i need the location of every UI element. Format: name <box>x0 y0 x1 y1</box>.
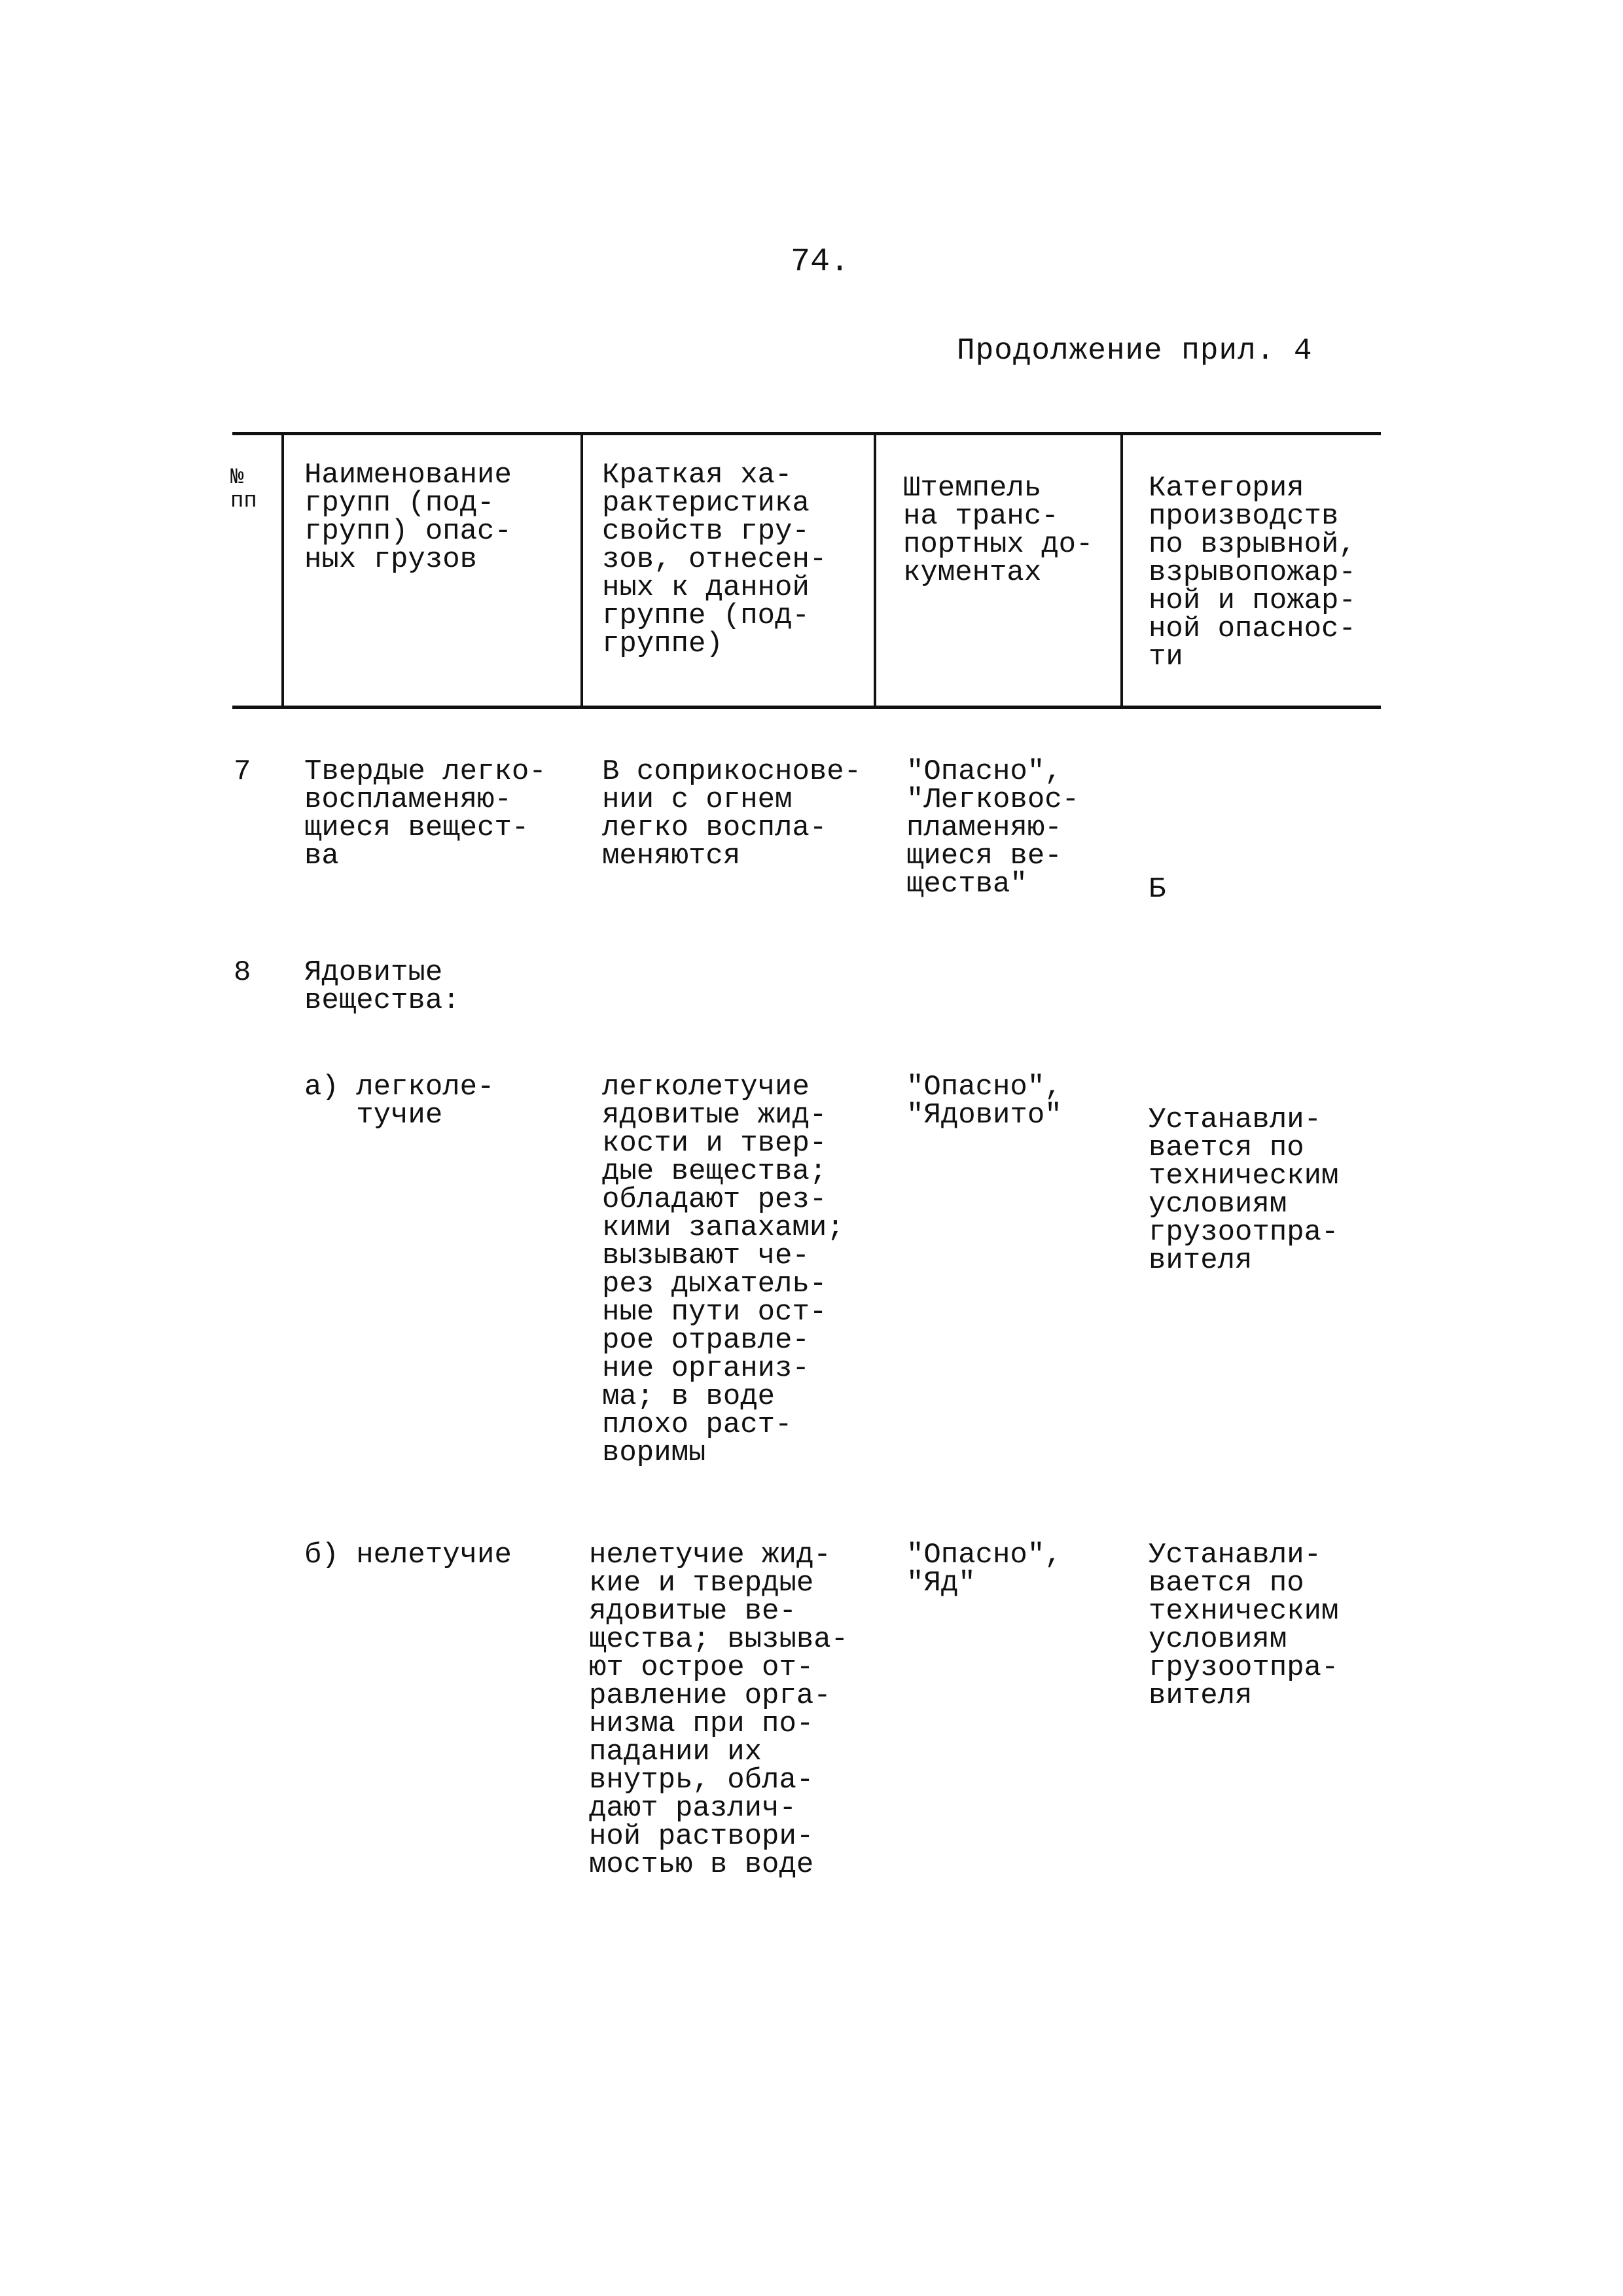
header-number: № пп <box>230 465 257 514</box>
row-stamp: "Опасно", "Ядовито" <box>906 1071 1062 1132</box>
row-category: Устанавли- вается по техническим условиям грузоотпра- вителя <box>1149 1103 1339 1277</box>
header-description: Краткая ха- рактеристика свойств гру- зов, отнесен- ных к данной группе (под- группе) <box>602 459 827 660</box>
row-description: легколетучие ядовитые жид- кости и твер- дые вещества; обладают рез- кими запахами; вызывают че- рез дыхатель- ные пути ост- рое отравле- ние организ- ма; в воде плохо раст- воримы <box>602 1071 844 1469</box>
row-group-name: а) легколе- тучие <box>304 1071 495 1132</box>
column-divider <box>281 433 284 707</box>
header-group-name: Наименование групп (под- групп) опас- ных грузов <box>304 459 512 576</box>
row-description: нелетучие жид- кие и твердые ядовитые ве- щества; вызыва- ют острое от- равление орга- низма при по- падании их внутрь, обла- дают различ- ной раствори- мостью в воде <box>589 1539 849 1881</box>
row-category: Устанавли- вается по техническим условиям грузоотпра- вителя <box>1149 1539 1339 1712</box>
header-category: Категория производств по взрывной, взрывопожар- ной и пожар- ной опаснос- ти <box>1149 472 1356 673</box>
row-group-name: Ядовитые вещества: <box>304 956 460 1017</box>
continuation-label: Продолжение прил. 4 <box>957 334 1313 368</box>
header-stamp: Штемпель на транс- портных до- кументах <box>903 472 1094 589</box>
column-divider <box>874 433 876 707</box>
row-group-name: Твердые легко- воспламеняю- щиеся вещест- ва <box>304 755 546 872</box>
column-divider <box>580 433 583 707</box>
row-group-name: б) нелетучие <box>304 1539 512 1571</box>
row-stamp: "Опасно", "Яд" <box>906 1539 1062 1600</box>
row-number: 8 <box>234 956 251 989</box>
row-description: В соприкоснове- нии с огнем легко воспла- меняются <box>602 755 862 872</box>
page-number: 74. <box>791 243 850 281</box>
row-stamp: "Опасно", "Легковос- пламеняю- щиеся ве- щества" <box>906 755 1080 901</box>
row-category: Б <box>1149 873 1166 906</box>
column-divider <box>1120 433 1123 707</box>
row-number: 7 <box>234 755 251 788</box>
header-top-rule <box>232 432 1381 435</box>
header-bottom-rule <box>232 706 1381 709</box>
